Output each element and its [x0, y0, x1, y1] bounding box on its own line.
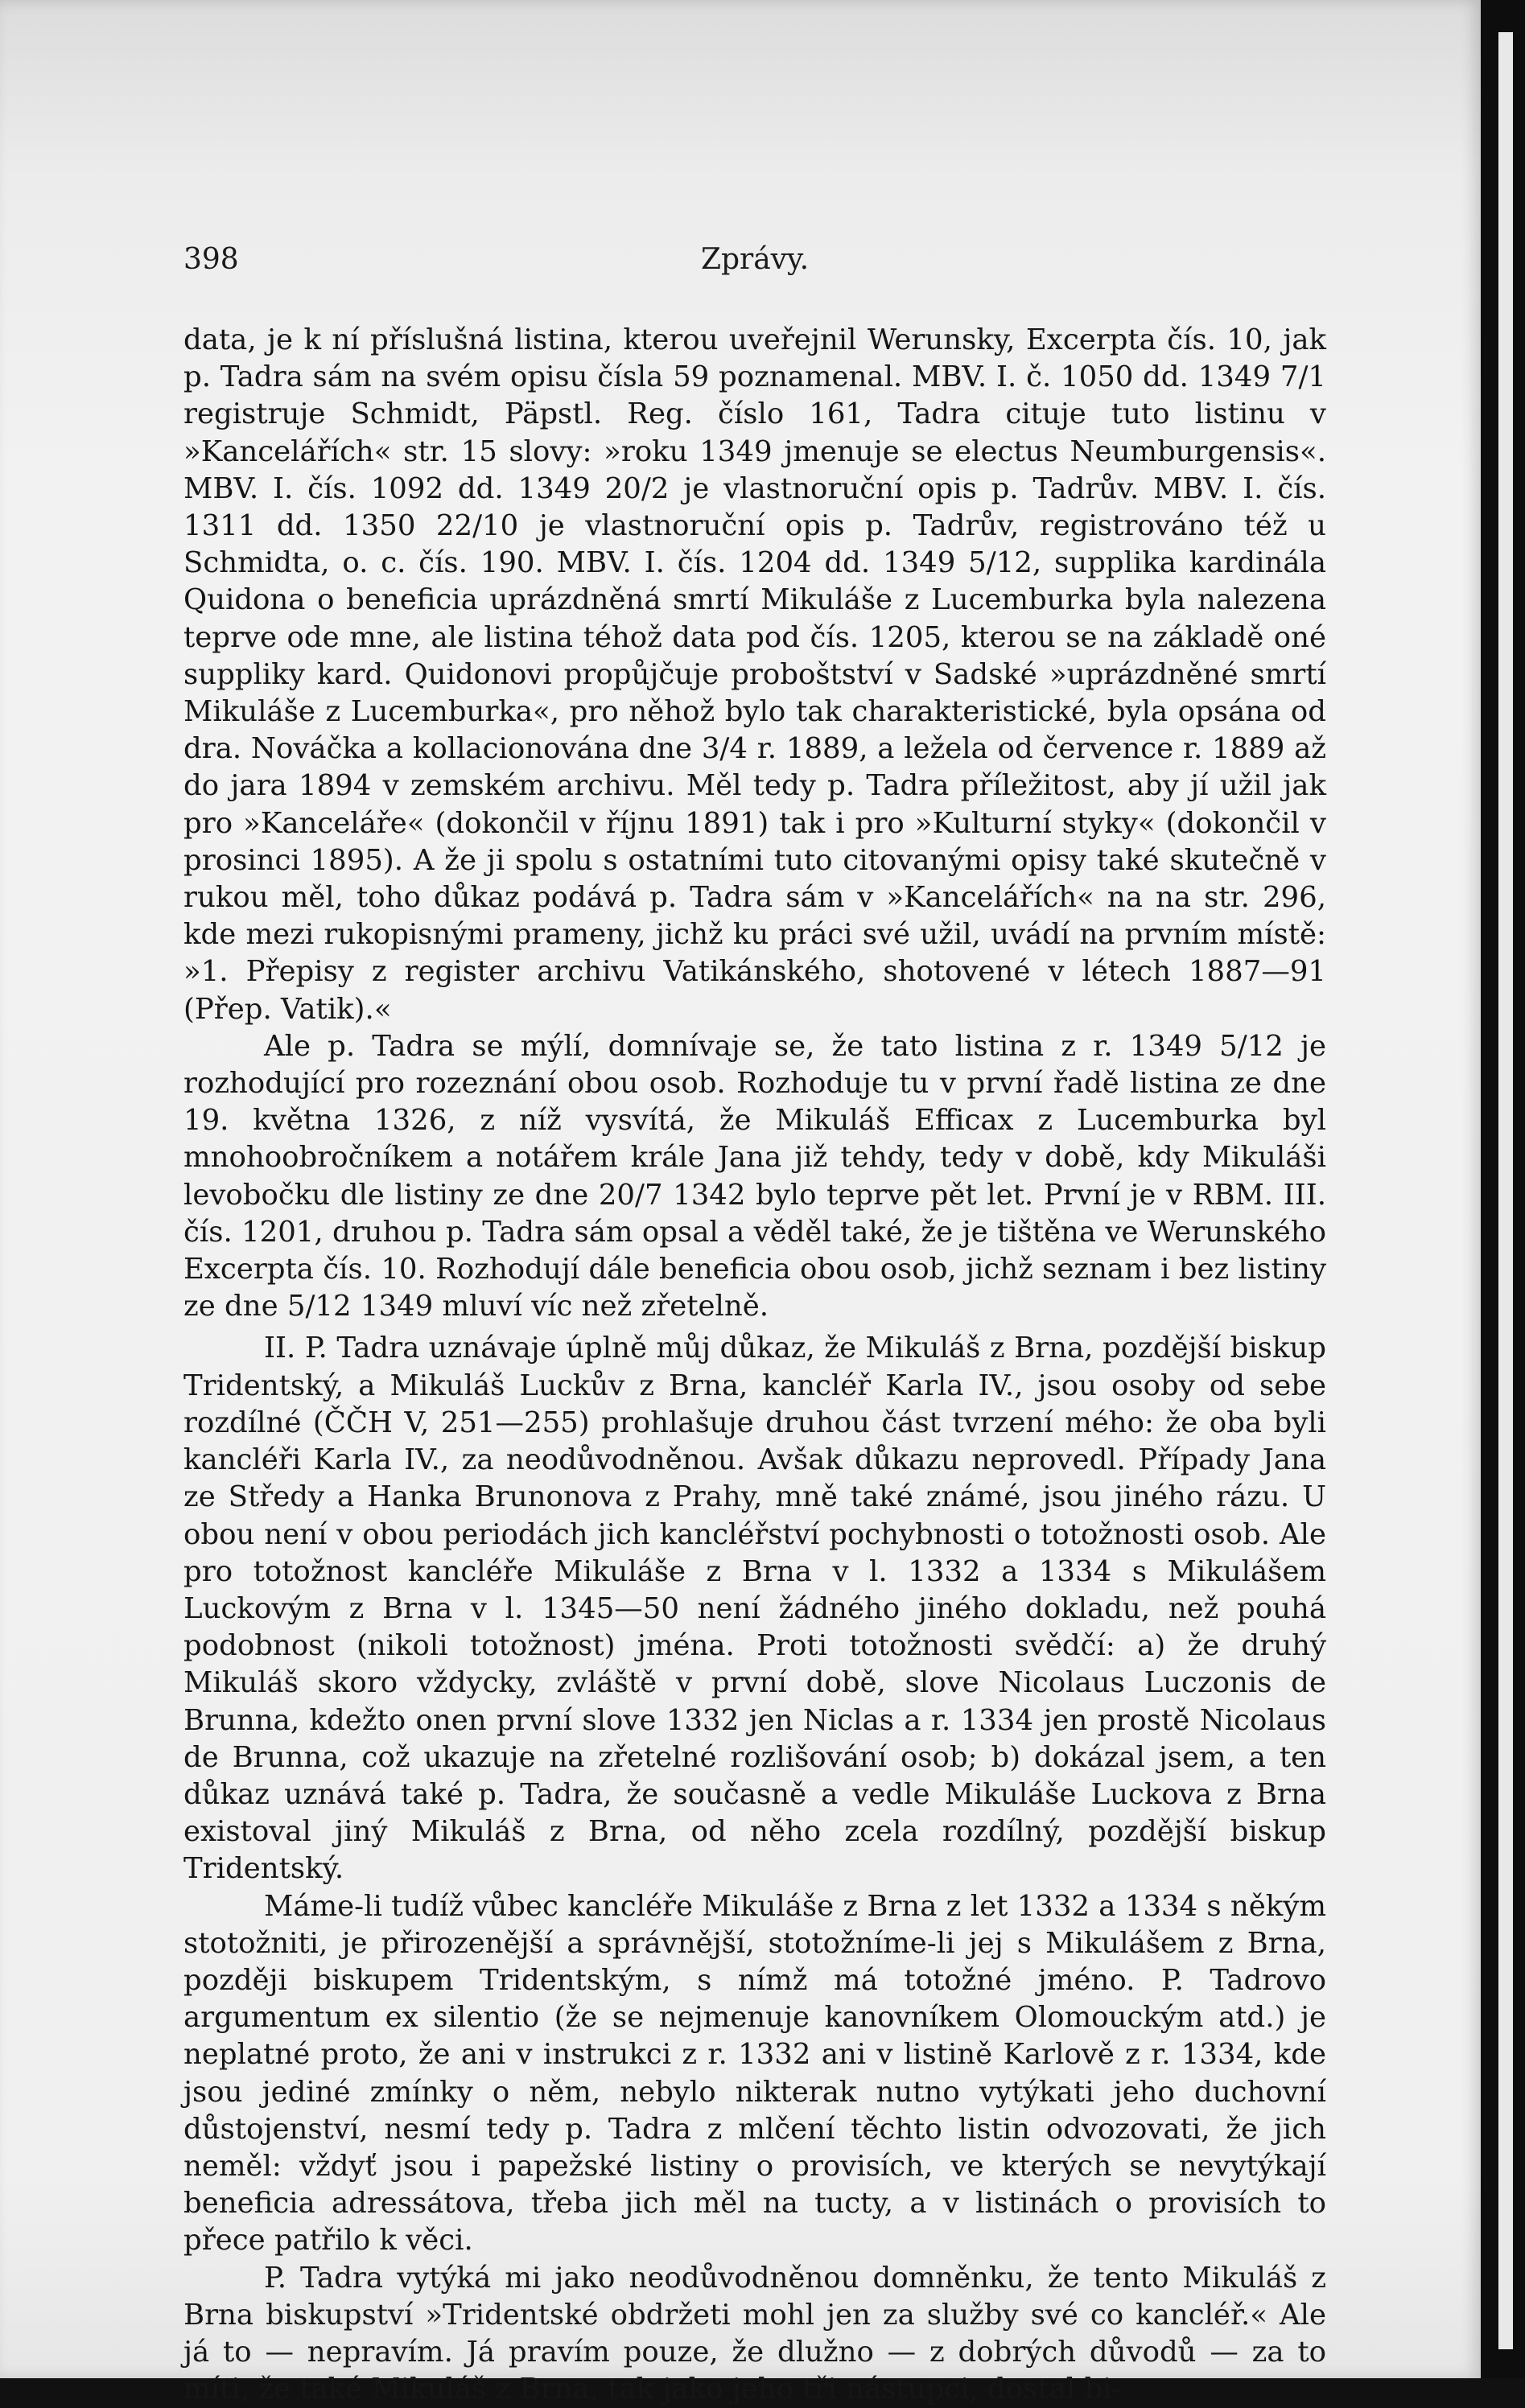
paragraph-3: II. P. Tadra uznávaje úplně můj důkaz, že Mikuláš z Brna, pozdější biskup Tridentský, a Mikuláš Luckův z Brna, kancléř Karla IV., jsou osoby od sebe rozdílné (ČČH V, 251—255) prohlašuje druhou část tvrzení mého: že oba byli kancléři Karla IV., za neodůvodněnou. Avšak důkazu neprovedl. Případy Jana ze Středy a Hanka Brunonova z Prahy, mně také známé, jsou jiného rázu. U obou není v obou periodách jich kancléřství pochybnosti o totožnosti osob. Ale pro totožnost kancléře Mikuláše z Brna v l. 1332 a 1334 s Mikulášem Luckovým z Brna v l. 1345—50 není žádného jiného dokladu, než pouhá podobnost (nikoli totožnost) jména. Proti totožnosti svědčí: a) že druhý Mikuláš skoro vždycky, zvláště v první době, slove Nicolaus Luczonis de Brunna, kdežto onen první slove 1332 jen Niclas a r. 1334 jen prostě Nicolaus de Brunna, což ukazuje na zřetelné rozlišování osob; b) dokázal jsem, a ten důkaz uznává také p. Tadra, že současně a vedle Mikuláše Luckova z Brna existoval jiný Mikuláš z Brna, od něho zcela rozdílný, pozdější biskup Tridentský.: [183, 1332, 1326, 1886]
scan-border: [1481, 0, 1525, 2378]
body-text: [183, 322, 1326, 2408]
paragraph-2: Ale p. Tadra se mýlí, domnívaje se, že tato listina z r. 1349 5/12 je rozhodující pro rozeznání obou osob. Rozhoduje tu v první řadě listina ze dne 19. května 1326, z níž vysvítá, že Mikuláš Efficax z Lucemburka byl mnohoobročníkem a notářem krále Jana již tehdy, tedy v době, kdy Mikuláši levobočku dle listiny ze dne 20/7 1342 bylo teprve pět let. První je v RBM. III. čís. 1201, druhou p. Tadra sám opsal a věděl také, že je tištěna ve Werunského Excerpta čís. 10. Rozhodují dále beneficia obou osob, jichž seznam i bez listiny ze dne 5/12 1349 mluví víc než zřetelně.: [183, 1029, 1326, 1323]
paragraph-1: data, je k ní příslušná listina, kterou uveřejnil Werunsky, Excerpta čís. 10, jak p. Tadra sám na svém opisu čísla 59 poznamenal. MBV. I. č. 1050 dd. 1349 7/1 registruje Schmidt, Päpstl. Reg. číslo 161, Tadra cituje tuto listinu v »Kancelářích« str. 15 slovy: »roku 1349 jmenuje se electus Neumburgensis«. MBV. I. čís. 1092 dd. 1349 20/2 je vlastnoruční opis p. Tadrův. MBV. I. čís. 1311 dd. 1350 22/10 je vlastnoruční opis p. Tadrův, registrováno též u Schmidta, o. c. čís. 190. MBV. I. čís. 1204 dd. 1349 5/12, supplika kardinála Quidona o beneficia uprázdněná smrtí Mikuláše z Lucemburka byla nalezena teprve ode mne, ale listina téhož data pod čís. 1205, kterou se na základě oné suppliky kard. Quidonovi propůjčuje proboštství v Sadské »uprázdněné smrtí Mikuláše z Lucemburka«, pro něhož bylo tak charakteristické, byla opsána od dra. Nováčka a kollacionována dne 3/4 r. 1889, a ležela od července r. 1889 až do jara 1894 v zemském archivu. Měl tedy p. Tadra příležitost, aby jí užil jak pro »Kanceláře« (dokončil v říjnu 1891) tak i pro »Kulturní styky« (dokončil v prosinci 1895). A že ji spolu s ostatními tuto citovanými opisy také skutečně v rukou měl, toho důkaz podává p. Tadra sám v »Kancelářích« na na str. 296, kde mezi rukopisnými prameny, jichž ku práci své užil, uvádí na prvním místě: »1. Přepisy z register archivu Vatikánského, shotovené v létech 1887—91 (Přep. Vatik).«: [183, 323, 1326, 1026]
running-head: [183, 243, 1326, 283]
scan-edge-strip: [1498, 32, 1513, 2349]
paragraph-4: Máme-li tudíž vůbec kancléře Mikuláše z Brna z let 1332 a 1334 s někým stotožniti, je přirozenější a správnější, stotožníme-li jej s Mikulášem z Brna, později biskupem Tridentským, s nímž má totožné jméno. P. Tadrovo argumentum ex silentio (že se nejmenuje kanovníkem Olomouckým atd.) je neplatné proto, že ani v instrukci z r. 1332 ani v listině Karlově z r. 1334, kde jsou jediné zmínky o něm, nebylo nikterak nutno vytýkati jeho duchovní důstojenství, nesmí tedy p. Tadra z mlčení těchto listin odvozovati, že jich neměl: vždyť jsou i papežské listiny o provisích, ve kterých se nevytýkají beneficia adressátova, třeba jich měl na tucty, a v listinách o provisích to přece patřilo k věci.: [183, 1889, 1326, 2258]
paragraph-5: P. Tadra vytýká mi jako neodůvodněnou domněnku, že tento Mikuláš z Brna biskupství »Tridentské obdržeti mohl jen za služby své co kancléř.« Ale já to — nepravím. Já pravím pouze, že dlužno — z dobrých důvodů — za to míti, že také Mikuláš z Brna, tak jako jeho tři nástupci, dostal bi-: [183, 2261, 1326, 2406]
section-title: Zprávy.: [700, 243, 810, 276]
page-number: 398: [183, 243, 239, 276]
